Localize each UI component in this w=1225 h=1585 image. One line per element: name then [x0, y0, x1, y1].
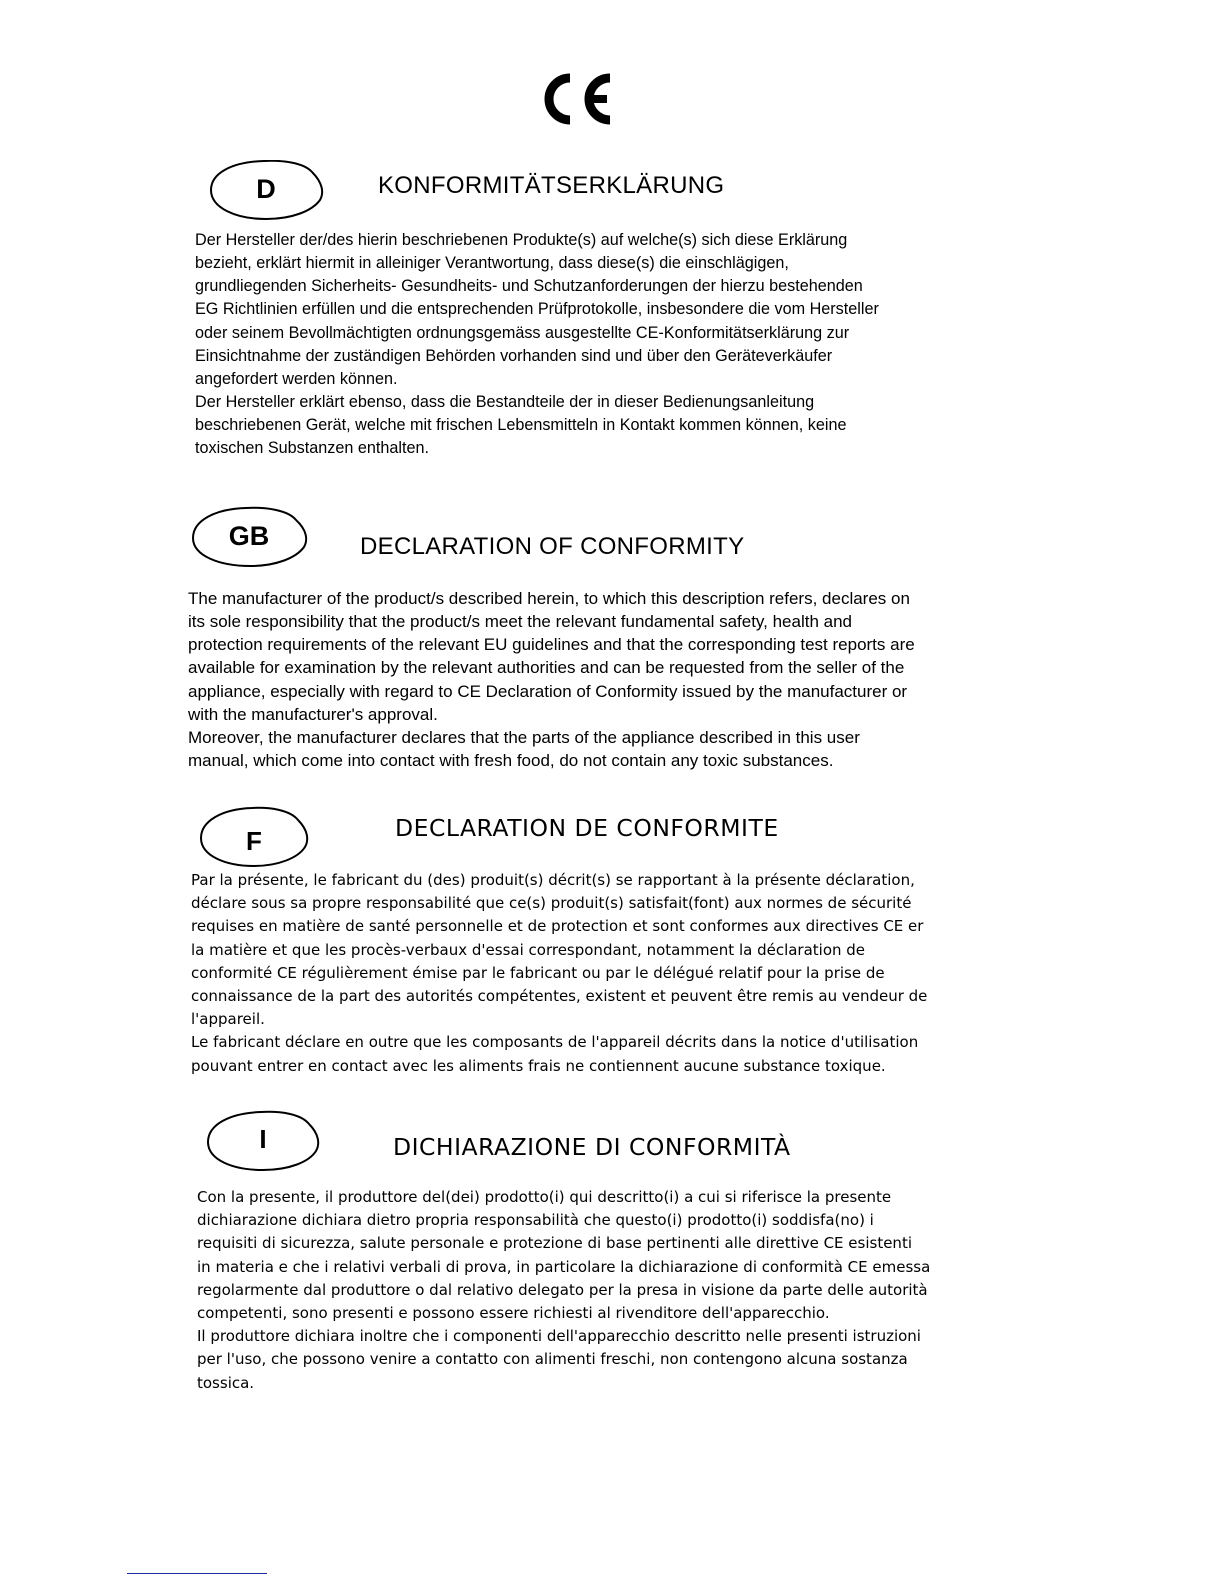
- language-badge-gb: [190, 506, 308, 568]
- language-badge-d: [208, 160, 324, 220]
- section-heading: DECLARATION OF CONFORMITY: [360, 533, 745, 560]
- badge-label: GB: [228, 521, 270, 551]
- language-badge-f: [198, 806, 310, 868]
- section-paragraph: Der Hersteller der/des hierin beschriebenen Produkte(s) auf welche(s) sich diese Erklärung bezieht, erklärt hiermit in alleiniger Verantwortung, dass diese(s) die einschlägigen, grundliegenden Sicherheits- Gesundheits- und Schutzanforderungen der hierzu bestehenden EG Richtlinien erfüllen und die entsprechenden Prüfprotokolle, insbesondere die vom Hersteller oder seinem Bevollmächtigten ordnungsgemäss ausgestellte CE-Konformitätserklärung zur Einsichtnahme der zuständigen Behörden vorhanden sind und über den Geräteverkäufer angefordert werden können. Der Hersteller erklärt ebenso, dass die Bestandteile der in dieser Bedienungsanleitung beschriebenen Gerät, welche mit frischen Lebensmitteln in Kontakt kommen können, keine toxischen Substanzen enthalten.: [195, 231, 879, 458]
- footer-rule: [127, 1573, 267, 1574]
- badge-label: I: [259, 1124, 267, 1154]
- section-paragraph: Par la présente, le fabricant du (des) produit(s) décrit(s) se rapportant à la présente déclaration, déclare sous sa propre responsabilité que ce(s) produit(s) satisfait(font) aux normes de sécurité requises en matière de santé personnelle et de protection et sont conformes aux directives CE er la matière et que les procès-verbaux d'essai correspondant, notamment la déclaration de conformité CE régulièrement émise par le fabricant ou par le délégué relatif pour la prise de connaissance de la part des autorités compétentes, existent et peuvent être remis au vendeur de l'appareil. Le fabricant déclare en outre que les composants de l'appareil décrits dans la notice d'utilisation pouvant entrer en contact avec les aliments frais ne contiennent aucune substance toxique.: [191, 871, 928, 1075]
- badge-label: F: [246, 826, 262, 856]
- language-badge-i: [205, 1110, 321, 1172]
- section-paragraph: Con la presente, il produttore del(dei) prodotto(i) qui descritto(i) a cui si riferisce la presente dichiarazione dichiara dietro propria responsabilità che questo(i) prodotto(i) soddisfa(no) i requisiti di sicurezza, salute personale e protezione di base pertinenti alle direttive CE esistenti in materia e che i relativi verbali di prova, in particolare la dichiarazione di conformità CE emessa regolarmente dal produttore o dal relativo delegato per la presa in visione da parte delle autorità competenti, sono presenti e possono essere richiesti al rivenditore dell'apparecchio. Il produttore dichiara inoltre che i componenti dell'apparecchio descritto nelle presenti istruzioni per l'uso, che possono venire a contatto con alimenti freschi, non contengono alcuna sostanza tossica.: [197, 1188, 931, 1392]
- section-heading: DICHIARAZIONE DI CONFORMITÀ: [393, 1133, 791, 1161]
- ce-mark-icon: [540, 72, 614, 126]
- section-heading: DECLARATION DE CONFORMITE: [395, 814, 779, 842]
- section-heading: KONFORMITÄTSERKLÄRUNG: [378, 172, 725, 199]
- section-paragraph: The manufacturer of the product/s described herein, to which this description refers, declares on its sole responsibility that the product/s meet the relevant fundamental safety, health and protection requirements of the relevant EU guidelines and that the corresponding test reports are available for examination by the relevant authorities and can be requested from the seller of the appliance, especially with regard to CE Declaration of Conformity issued by the manufacturer or with the manufacturer's approval. Moreover, the manufacturer declares that the parts of the appliance described in this user manual, which come into contact with fresh food, do not contain any toxic substances.: [188, 589, 915, 771]
- badge-label: D: [256, 174, 276, 204]
